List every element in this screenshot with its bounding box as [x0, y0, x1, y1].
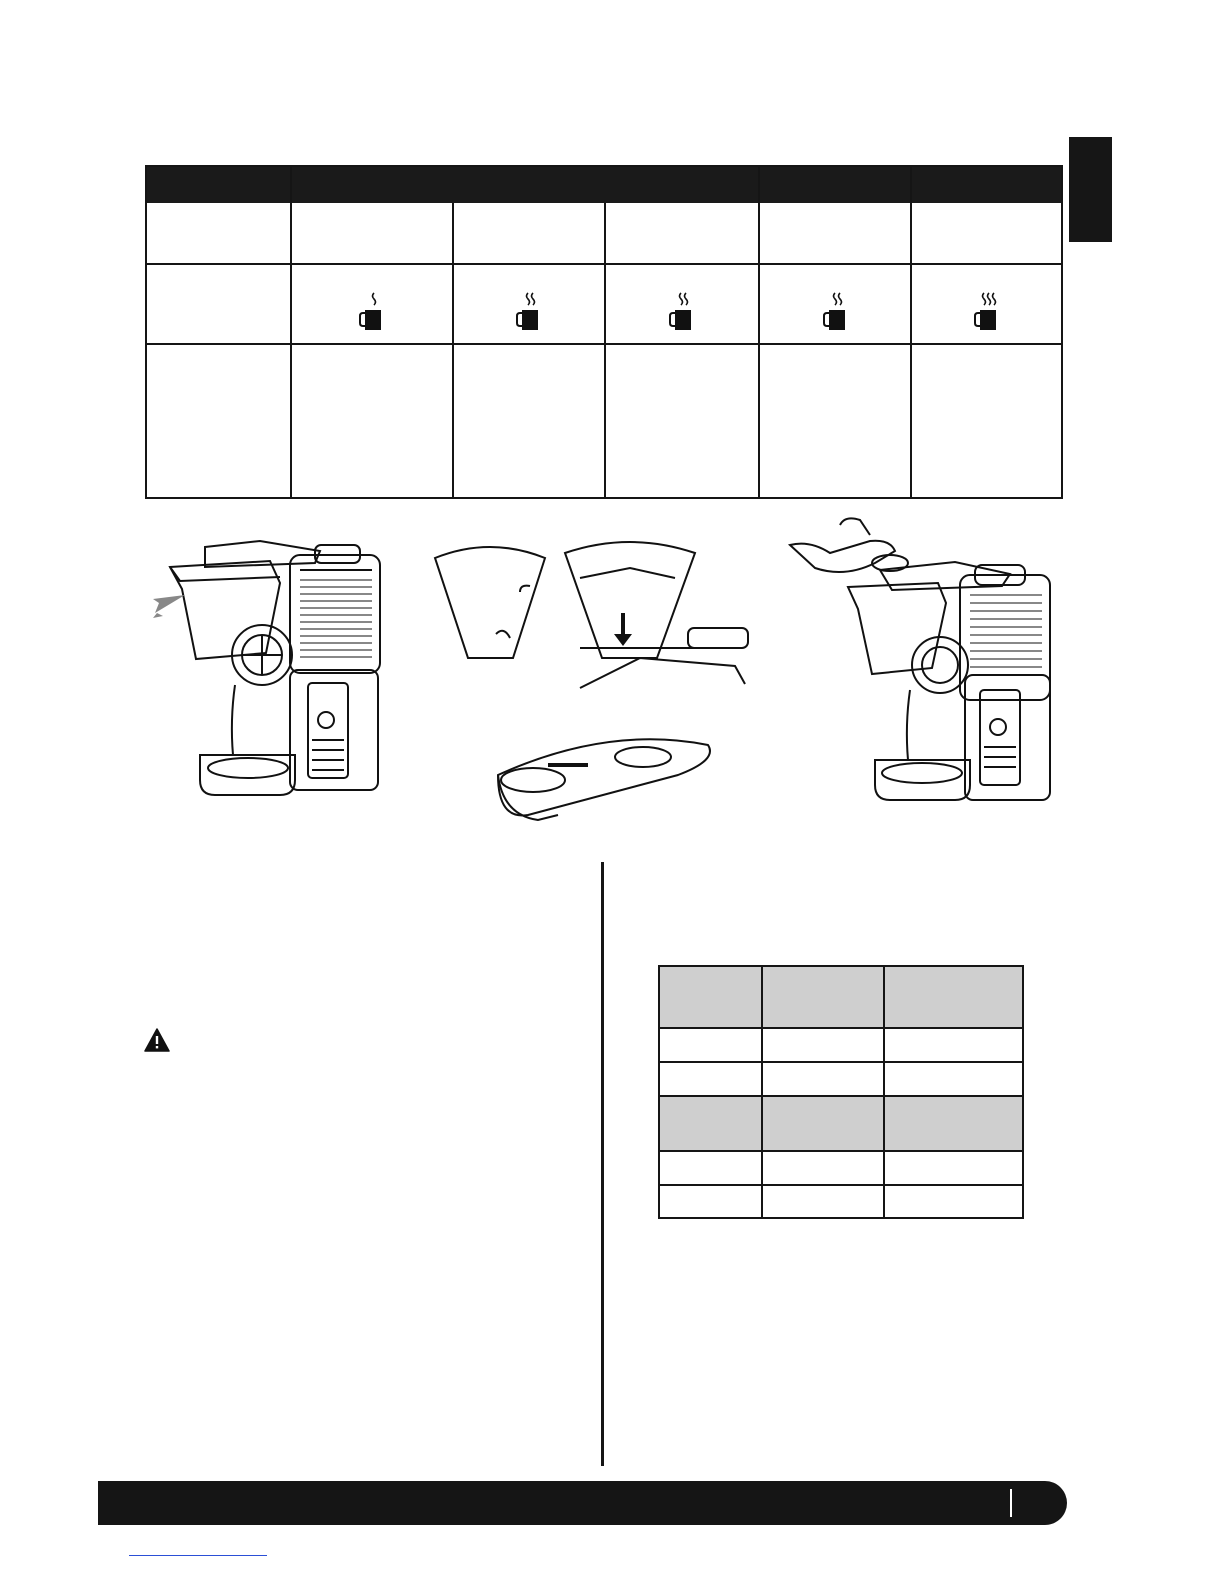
- coffee-maker-illustration: [150, 535, 390, 810]
- mug-icon: [974, 291, 1006, 333]
- footer-separator: [1010, 1489, 1012, 1517]
- coffee-scoop-illustration: [488, 735, 718, 830]
- page-number: [1020, 1492, 1056, 1516]
- footer-bar: [98, 1481, 1067, 1525]
- table-header-row: [660, 1097, 1022, 1150]
- brew-size-table: [145, 165, 1063, 499]
- language-tab: [1069, 137, 1112, 242]
- table-header-row: [147, 167, 1061, 203]
- mug-icon: [669, 291, 699, 333]
- mug-icon: [823, 291, 853, 333]
- footer-link-underline[interactable]: [129, 1555, 267, 1556]
- paper-filter-illustration: [430, 538, 760, 698]
- column-divider: [601, 862, 604, 1466]
- warning-icon: [144, 1028, 170, 1052]
- mug-icon: [359, 291, 389, 333]
- coffee-ratio-table: [658, 965, 1024, 1219]
- table-header-row: [660, 967, 1022, 1027]
- mug-icon: [516, 291, 546, 333]
- coffee-maker-with-scoop-illustration: [780, 515, 1065, 815]
